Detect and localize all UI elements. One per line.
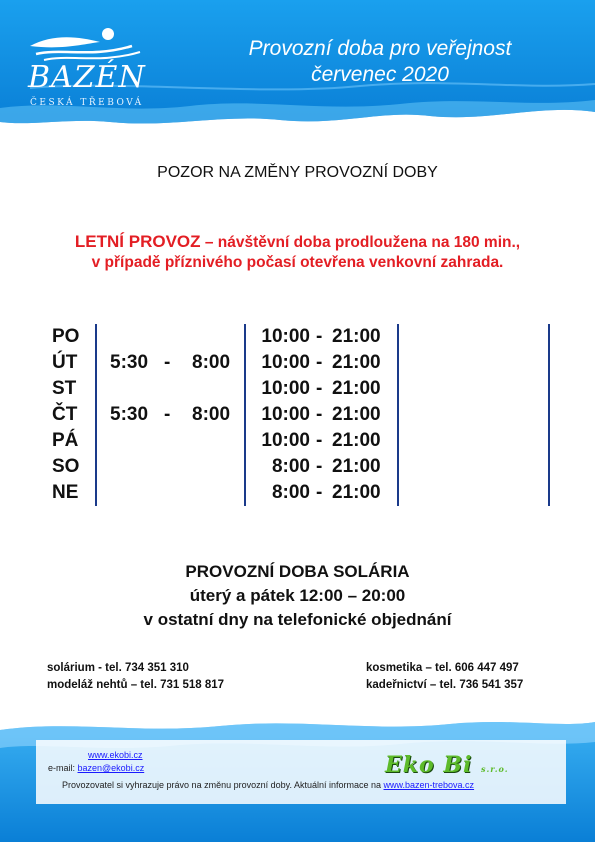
contacts-left bbox=[47, 660, 224, 694]
disclaimer-text: Provozovatel si vyhrazuje právo na změnu provozní doby. Aktuální informace na bbox=[62, 780, 384, 790]
schedule-day: PÁ bbox=[52, 430, 79, 451]
schedule-divider-left bbox=[95, 324, 97, 506]
summer-line-1-rest: – návštěvní doba prodloužena na 180 min., bbox=[200, 234, 521, 251]
title-line-2: červenec 2020 bbox=[311, 63, 449, 86]
page-title bbox=[205, 36, 555, 88]
schedule-day: SO bbox=[52, 456, 80, 477]
afternoon-end: 21:00 bbox=[332, 352, 381, 373]
bazen-logo bbox=[22, 20, 162, 110]
schedule-day: ÚT bbox=[52, 352, 78, 373]
bazen-website-link[interactable]: www.bazen-trebova.cz bbox=[383, 780, 475, 790]
schedule-divider-middle bbox=[244, 324, 246, 506]
afternoon-start: 10:00 bbox=[261, 430, 310, 451]
afternoon-dash: - bbox=[316, 404, 323, 425]
footer-banner bbox=[0, 712, 595, 842]
schedule-day: ST bbox=[52, 378, 77, 399]
logo-subtitle: ČESKÁ TŘEBOVÁ bbox=[30, 98, 144, 108]
afternoon-start: 8:00 bbox=[271, 456, 310, 477]
afternoon-start: 10:00 bbox=[261, 404, 310, 425]
contact-solarium: solárium - tel. 734 351 310 bbox=[47, 662, 189, 674]
solarium-hours bbox=[0, 560, 595, 632]
schedule-day: NE bbox=[52, 482, 79, 503]
afternoon-end: 21:00 bbox=[332, 456, 381, 477]
contact-hairdresser: kadeřnictví – tel. 736 541 357 bbox=[366, 679, 524, 691]
afternoon-start: 10:00 bbox=[261, 378, 310, 399]
morning-start: 5:30 bbox=[110, 404, 149, 425]
disclaimer bbox=[62, 780, 474, 790]
afternoon-dash: - bbox=[316, 456, 323, 477]
afternoon-start: 10:00 bbox=[261, 326, 310, 347]
solarium-days: úterý a pátek 12:00 – 20:00 bbox=[189, 586, 406, 605]
schedule-day: PO bbox=[52, 326, 80, 347]
morning-dash: - bbox=[164, 352, 171, 373]
solarium-other-days: v ostatní dny na telefonické objednání bbox=[143, 610, 452, 629]
afternoon-start: 8:00 bbox=[271, 482, 310, 503]
morning-start: 5:30 bbox=[110, 352, 149, 373]
contact-nails: modeláž nehtů – tel. 731 518 817 bbox=[47, 679, 225, 691]
schedule-day: ČT bbox=[52, 404, 78, 425]
contact-cosmetics: kosmetika – tel. 606 447 497 bbox=[366, 662, 519, 674]
afternoon-start: 10:00 bbox=[261, 352, 310, 373]
ekobi-logo-text: Eko Bi bbox=[385, 752, 473, 778]
contacts-right bbox=[366, 660, 523, 694]
morning-dash: - bbox=[164, 404, 171, 425]
change-notice: POZOR NA ZMĚNY PROVOZNÍ DOBY bbox=[157, 164, 438, 181]
afternoon-dash: - bbox=[316, 430, 323, 451]
ekobi-logo bbox=[385, 752, 509, 778]
swimmer-icon bbox=[22, 20, 162, 65]
website-link[interactable]: www.ekobi.cz bbox=[88, 750, 143, 760]
email-label: e-mail: bbox=[48, 763, 78, 773]
afternoon-dash: - bbox=[316, 352, 323, 373]
afternoon-dash: - bbox=[316, 378, 323, 399]
morning-end: 8:00 bbox=[192, 404, 231, 425]
afternoon-end: 21:00 bbox=[332, 404, 381, 425]
title-line-1: Provozní doba pro veřejnost bbox=[248, 37, 512, 60]
afternoon-dash: - bbox=[316, 482, 323, 503]
morning-end: 8:00 bbox=[192, 352, 231, 373]
afternoon-dash: - bbox=[316, 326, 323, 347]
schedule-divider-right bbox=[548, 324, 550, 506]
header-banner bbox=[0, 0, 595, 135]
solarium-title: PROVOZNÍ DOBA SOLÁRIA bbox=[185, 562, 410, 581]
email-line bbox=[48, 763, 144, 773]
summer-operation-note bbox=[0, 232, 595, 273]
summer-line-2 bbox=[0, 253, 595, 273]
ekobi-logo-sro: s.r.o. bbox=[480, 764, 509, 774]
summer-heading: LETNÍ PROVOZ bbox=[74, 232, 201, 251]
schedule-divider-after-hours bbox=[397, 324, 399, 506]
afternoon-end: 21:00 bbox=[332, 378, 381, 399]
summer-line-2-text: v případě příznivého počasí otevřena venkovní zahrada. bbox=[91, 254, 504, 271]
email-link[interactable]: bazen@ekobi.cz bbox=[77, 763, 145, 773]
afternoon-end: 21:00 bbox=[332, 430, 381, 451]
summer-line-1 bbox=[0, 232, 595, 253]
logo-wordmark: BAZÉN bbox=[28, 60, 146, 95]
afternoon-end: 21:00 bbox=[332, 482, 381, 503]
afternoon-end: 21:00 bbox=[332, 326, 381, 347]
